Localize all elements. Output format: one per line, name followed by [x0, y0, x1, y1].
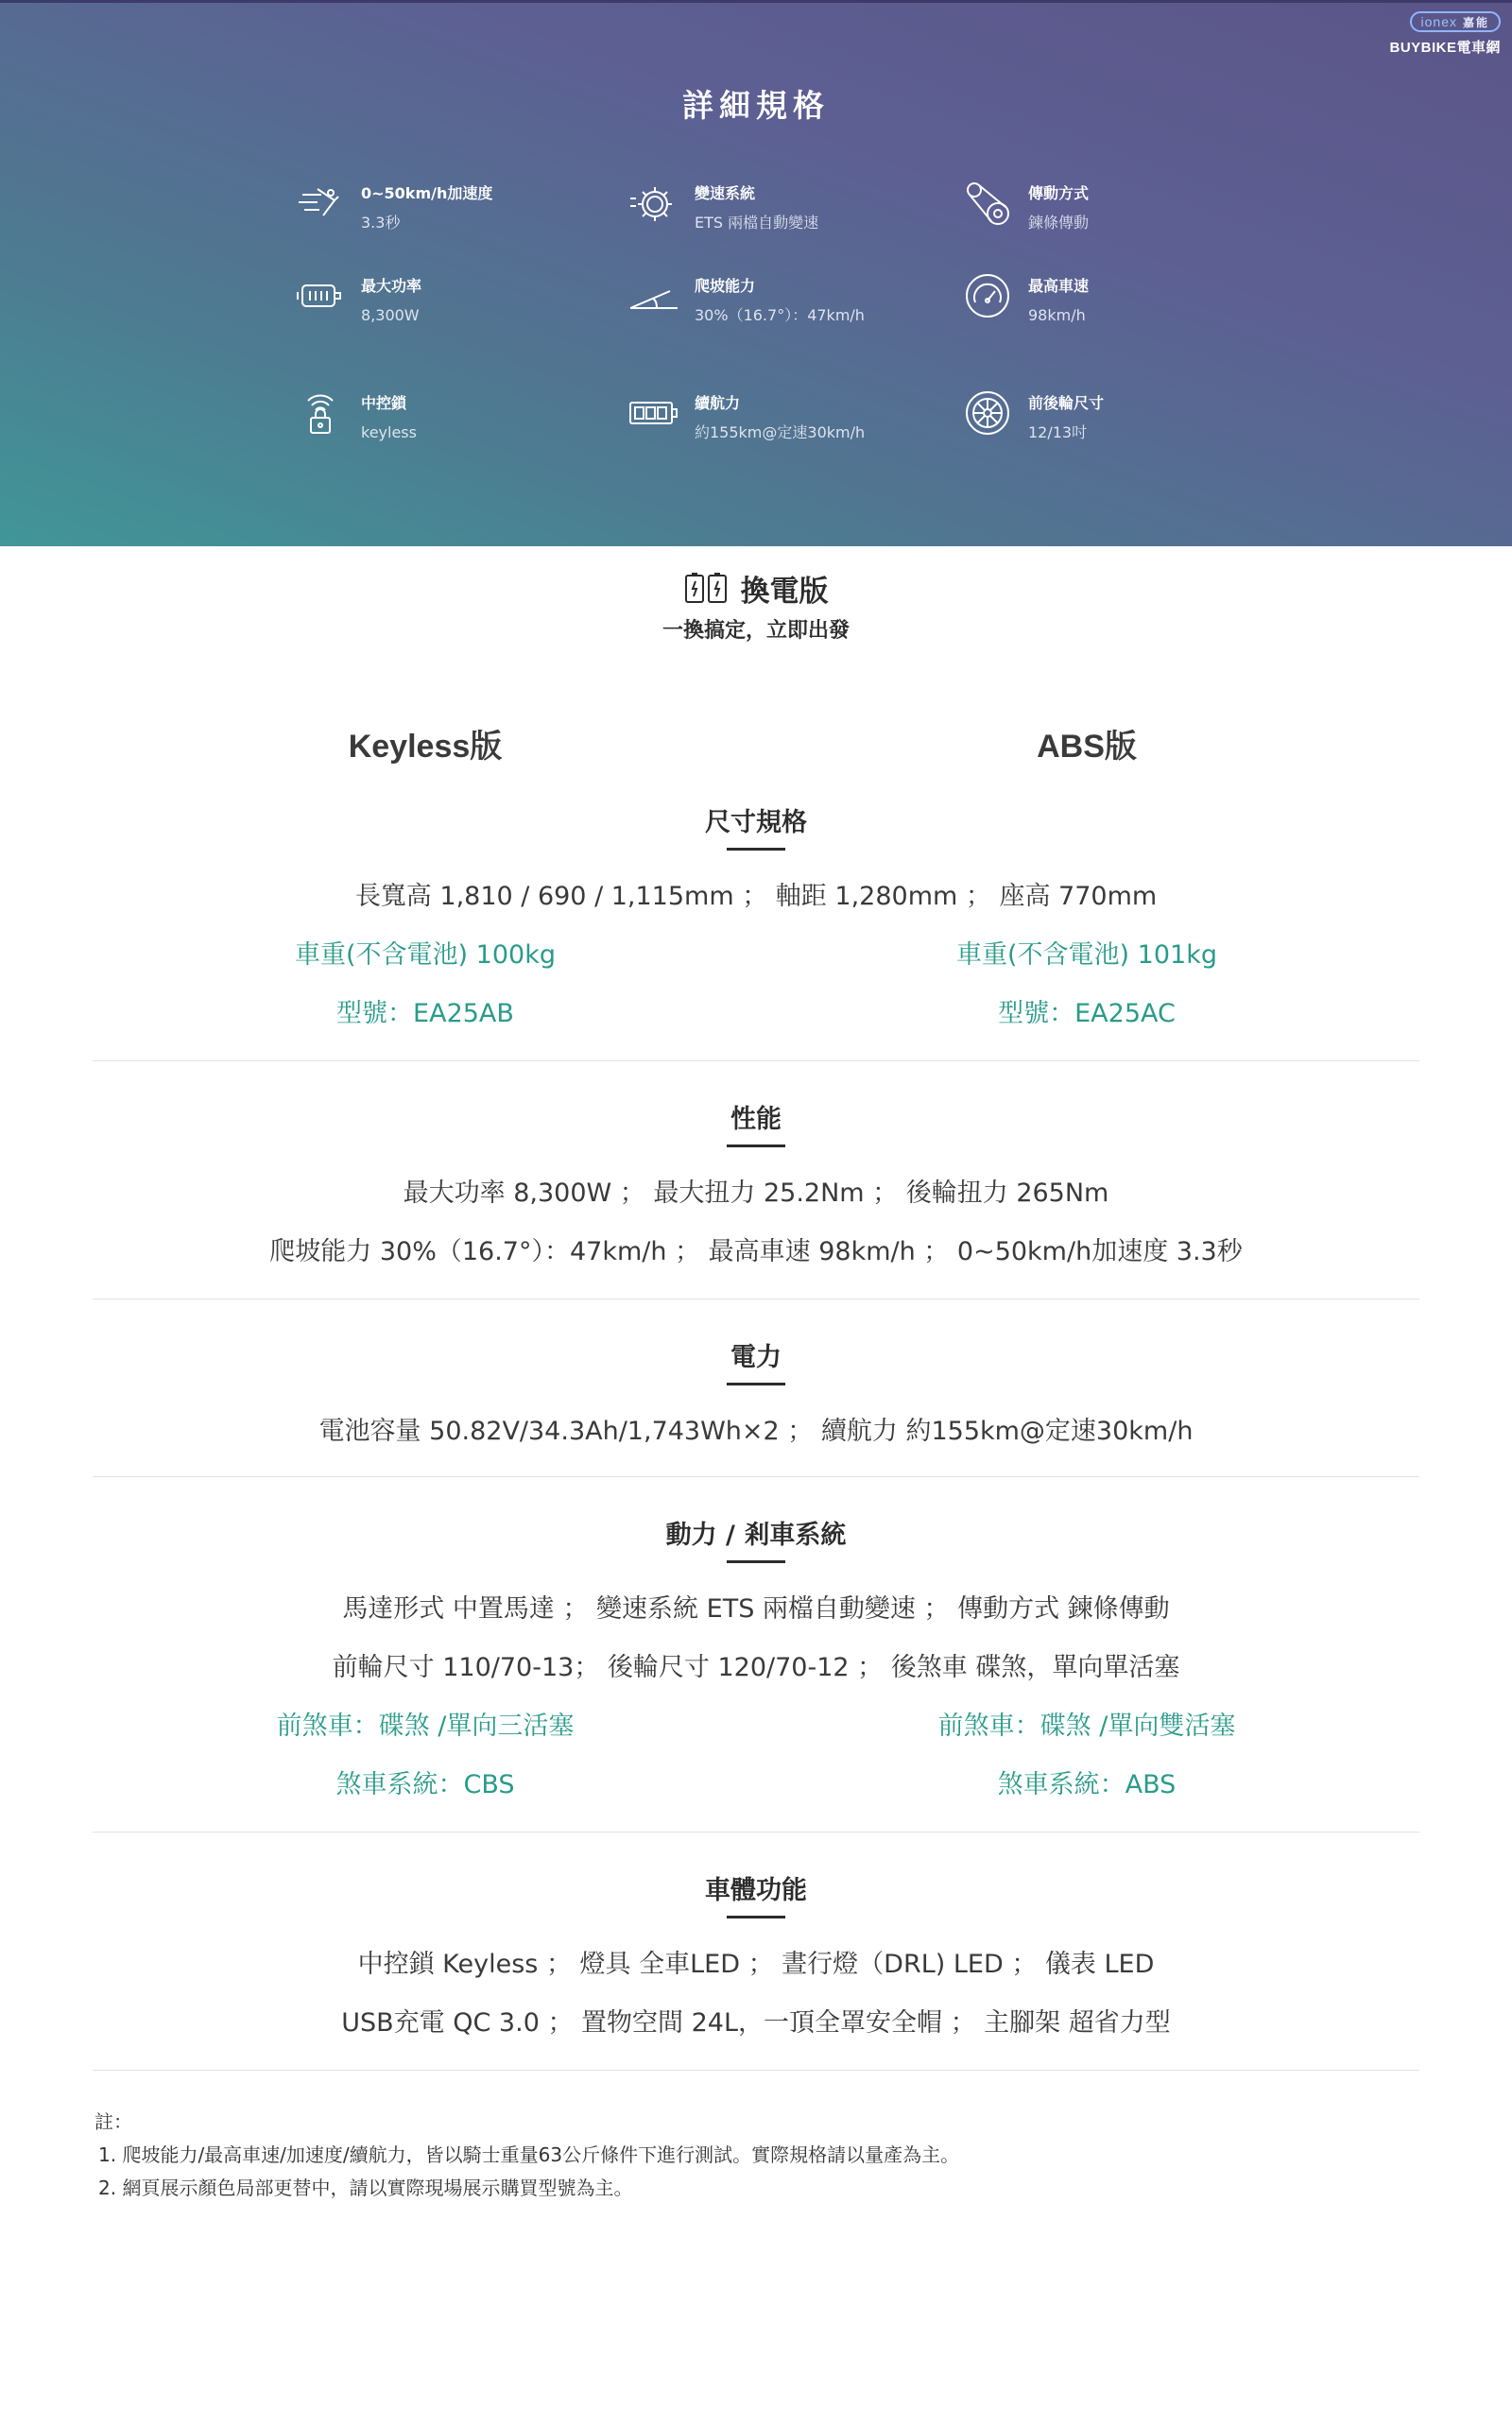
- spec-max-power: 最大功率 8,300W: [295, 270, 616, 336]
- battery-swap-icon: [684, 572, 728, 604]
- power-line: 電池容量 50.82V/34.3Ah/1,743Wh×2 ； 續航力 約155km@定速30km/h: [318, 1417, 1194, 1446]
- keyless-lock-icon: [295, 387, 346, 439]
- keyless-weight: 車重(不含電池) 100kg: [295, 940, 556, 970]
- title-underline: [727, 848, 785, 851]
- version-keyless: Keyless版: [348, 729, 503, 765]
- spec-wheel-size: 前後輪尺寸 12/13吋: [962, 387, 1283, 454]
- body-line-1: 中控鎖 Keyless ； 燈具 全車LED ； 晝行燈（DRL) LED ； 儀表 LED: [357, 1950, 1155, 1979]
- spec-transmission: 變速系統 ETS 兩檔自動變速: [628, 178, 950, 244]
- swap-title: 換電版: [740, 574, 829, 609]
- section-title-power: 電力: [0, 1336, 1512, 1385]
- divider: [93, 1060, 1419, 1061]
- note-item: 2. 網頁展示顏色局部更替中，請以實際現場展示購買型號為主。: [98, 2177, 633, 2199]
- spec-lock: 中控鎖 keyless: [295, 387, 616, 454]
- divider: [93, 2070, 1419, 2071]
- notes-title: 註：: [94, 2110, 132, 2133]
- spec-acceleration: 0~50km/h加速度 3.3秒: [295, 178, 616, 244]
- abs-brake-system: 煞車系統：ABS: [997, 1770, 1177, 1799]
- title-underline: [727, 1144, 785, 1147]
- ionex-logo: ionex 嘉能: [1410, 11, 1501, 32]
- spec-range: 續航力 約155km@定速30km/h: [628, 387, 950, 454]
- drive-line-1: 馬達形式 中置馬達 ； 變速系統 ETS 兩檔自動變速 ； 傳動方式 鍊條傳動: [342, 1594, 1170, 1624]
- abs-front-brake: 前煞車：碟煞 /單向雙活塞: [937, 1712, 1236, 1741]
- version-abs: ABS版: [1037, 729, 1137, 765]
- gear-icon: [628, 178, 679, 229]
- abs-weight: 車重(不含電池) 101kg: [956, 940, 1217, 970]
- acceleration-icon: [295, 178, 346, 229]
- chain-icon: [962, 178, 1013, 229]
- spec-top-speed: 最高車速 98km/h: [962, 270, 1283, 336]
- title-underline: [727, 1383, 785, 1385]
- section-title-body: 車體功能: [0, 1869, 1512, 1919]
- footnotes: [94, 2106, 959, 2205]
- section-title-performance: 性能: [0, 1098, 1512, 1147]
- swap-version-header: [0, 567, 1512, 644]
- performance-line-2: 爬坡能力 30%（16.7°）：47km/h ； 最高車速 98km/h ； 0~50km/h加速度 3.3秒: [269, 1237, 1243, 1266]
- battery-icon: [628, 387, 679, 439]
- engine-icon: [295, 270, 346, 321]
- title-underline: [727, 1916, 785, 1919]
- spec-drive: 傳動方式 鍊條傳動: [962, 178, 1283, 244]
- wheel-icon: [962, 387, 1013, 439]
- brand-logo: [1370, 11, 1501, 57]
- divider: [93, 1476, 1419, 1477]
- top-border: [0, 0, 1512, 3]
- spec-hero: [0, 0, 1512, 546]
- divider: [93, 1832, 1419, 1833]
- section-title-dimensions: 尺寸規格: [0, 801, 1512, 851]
- note-item: 1. 爬坡能力/最高車速/加速度/續航力，皆以騎士重量63公斤條件下進行測試。實際規格請以量產為主。: [98, 2143, 960, 2166]
- spec-climbing: 爬坡能力 30%（16.7°）：47km/h: [628, 270, 950, 336]
- performance-line-1: 最大功率 8,300W ； 最大扭力 25.2Nm ； 後輪扭力 265Nm: [403, 1179, 1109, 1208]
- drive-line-2: 前輪尺寸 110/70-13； 後輪尺寸 120/70-12 ； 後煞車 碟煞，單向單活塞: [332, 1653, 1180, 1682]
- swap-subtitle: 一換搞定，立即出發: [662, 619, 850, 643]
- keyless-front-brake: 前煞車：碟煞 /單向三活塞: [276, 1712, 575, 1741]
- slope-icon: [628, 270, 679, 321]
- keyless-brake-system: 煞車系統：CBS: [335, 1770, 515, 1799]
- dimensions-line: 長寬高 1,810 / 690 / 1,115mm ； 軸距 1,280mm ； 座高 770mm: [354, 882, 1158, 911]
- body-line-2: USB充電 QC 3.0 ； 置物空間 24L，一頂全罩安全帽 ； 主腳架 超省力型: [341, 2008, 1171, 2038]
- speedometer-icon: [962, 270, 1013, 321]
- abs-model: 型號：EA25AC: [998, 999, 1176, 1028]
- page-title: 詳細規格: [682, 87, 830, 124]
- buybike-logo: BUYBIKE電車網: [1389, 40, 1501, 56]
- section-title-drive: 動力 / 剎車系統: [0, 1514, 1512, 1563]
- keyless-model: 型號：EA25AB: [336, 999, 514, 1028]
- title-underline: [727, 1560, 785, 1563]
